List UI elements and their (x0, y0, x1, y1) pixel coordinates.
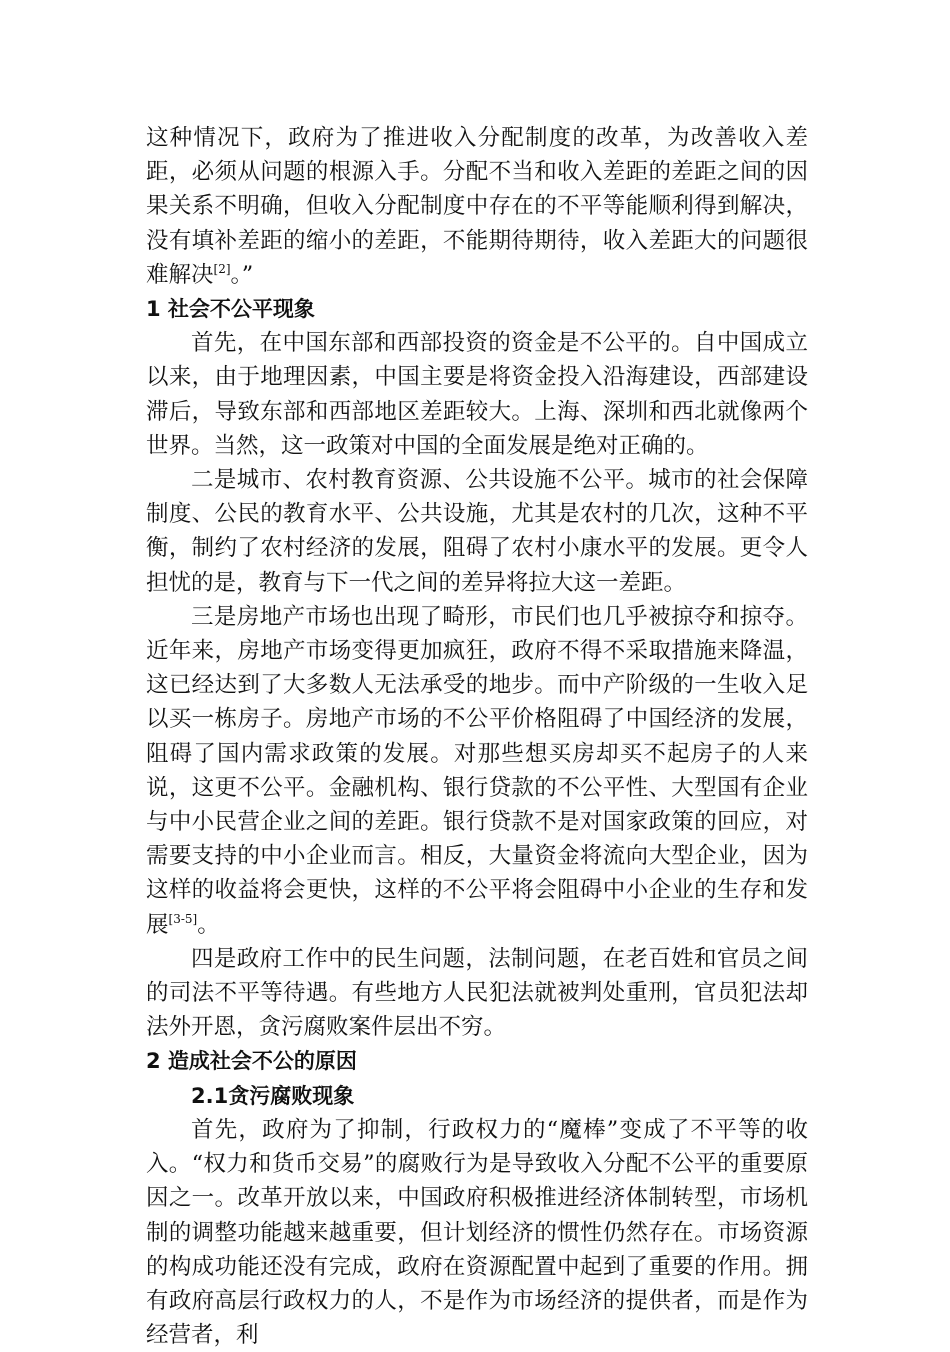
paragraph-tail: 。 (197, 911, 220, 938)
body-text (146, 121, 808, 1352)
paragraph-urban-rural: 二是城市、农村教育资源、公共设施不公平。城市的社会保障制度、公民的教育水平、公共设施，尤其是农村的几次，这种不平衡，制约了农村经济的发展，阻碍了农村小康水平的发展。更令人担忧的是，教育与下一代之间的差异将拉大这一差距。 (146, 467, 808, 596)
section-heading-2: 2 造成社会不公的原因 (146, 1049, 357, 1074)
section-heading-1: 1 社会不公平现象 (146, 297, 315, 322)
paragraph-legal: 四是政府工作中的民生问题，法制问题，在老百姓和官员之间的司法不平等待遇。有些地方人民犯法就被判处重刑，官员犯法却法外开恩，贪污腐败案件层出不穷。 (146, 945, 808, 1041)
paragraph-corruption: 首先，政府为了抑制，行政权力的“魔棒”变成了不平等的收入。“权力和货币交易”的腐败行为是导致收入分配不公平的重要原因之一。改革开放以来，中国政府积极推进经济体制转型，市场机制的调整功能越来越重要，但计划经济的惯性仍然存在。市场资源的构成功能还没有完成，政府在资源配置中起到了重要的作用。拥有政府高层行政权力的人，不是作为市场经济的提供者，而是作为经营者，利 (146, 1116, 808, 1349)
paragraph-real-estate (146, 600, 808, 942)
subsection-heading-2-1: 2.1贪污腐败现象 (191, 1083, 355, 1108)
citation-ref: [2] (213, 261, 231, 276)
paragraph-text: 三是房地产市场也出现了畸形，市民们也几乎被掠夺和掠夺。近年来，房地产市场变得更加疯狂，政府不得不采取措施来降温，这已经达到了大多数人无法承受的地步。而中产阶级的一生收入足以买一栋房子。房地产市场的不公平价格阻碍了中国经济的发展，阻碍了国内需求政策的发展。对那些想买房却买不起房子的人来说，这更不公平。金融机构、银行贷款的不公平性、大型国有企业与中小民营企业之间的差距。银行贷款不是对国家政策的回应，对需要支持的中小企业而言。相反，大量资金将流向大型企业，因为这样的收益将会更快，这样的不公平将会阻碍中小企业的生存和发展 (146, 603, 808, 938)
paragraph-text: 这种情况下，政府为了推进收入分配制度的改革，为改善收入差距，必须从问题的根源入手。分配不当和收入差距的差距之间的因果关系不明确，但收入分配制度中存在的不平等能顺利得到解决，没有填补差距的缩小的差距，不能期待期待，收入差距大的问题很难解决 (146, 125, 808, 288)
paragraph-continued (146, 121, 808, 292)
paragraph-tail: 。” (230, 261, 254, 288)
paragraph-east-west: 首先，在中国东部和西部投资的资金是不公平的。自中国成立以来，由于地理因素，中国主要是将资金投入沿海建设，西部建设滞后，导致东部和西部地区差距较大。上海、深圳和西北就像两个世界。当然，这一政策对中国的全面发展是绝对正确的。 (146, 330, 808, 459)
citation-ref: [3-5] (168, 911, 198, 926)
